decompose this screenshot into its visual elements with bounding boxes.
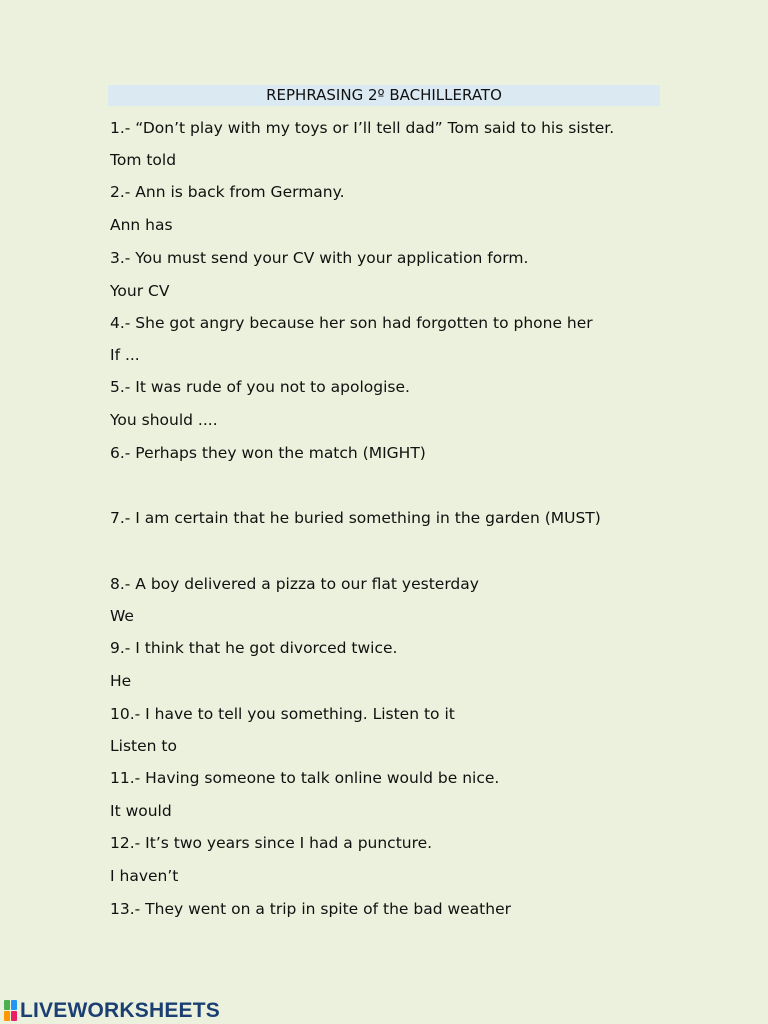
exercise-line: 11.- Having someone to talk online would be nice.: [110, 769, 500, 787]
exercise-line: 12.- It’s two years since I had a puncture.: [110, 834, 433, 852]
exercise-line: 13.- They went on a trip in spite of the bad weather: [110, 900, 511, 918]
exercise-line: 7.- I am certain that he buried something in the garden (MUST): [110, 509, 601, 527]
exercise-line: 4.- She got angry because her son had forgotten to phone her: [110, 314, 593, 332]
answer-line: I haven’t: [110, 867, 179, 885]
answer-line: We: [110, 607, 134, 625]
page-title: REPHRASING 2º BACHILLERATO: [266, 86, 502, 104]
exercise-line: 9.- I think that he got divorced twice.: [110, 639, 398, 657]
answer-line: Ann has: [110, 216, 173, 234]
title-banner: [108, 85, 660, 106]
answer-line: It would: [110, 802, 172, 820]
answer-line: Your CV: [110, 282, 170, 300]
exercise-line: 5.- It was rude of you not to apologise.: [110, 378, 410, 396]
answer-line: Tom told: [110, 151, 177, 169]
exercise-line: 8.- A boy delivered a pizza to our flat yesterday: [110, 575, 479, 593]
answer-line: If ...: [110, 346, 140, 364]
exercise-line: 3.- You must send your CV with your application form.: [110, 249, 529, 267]
exercise-line: 6.- Perhaps they won the match (MIGHT): [110, 444, 426, 462]
exercise-line: 1.- “Don’t play with my toys or I’ll tell dad” Tom said to his sister.: [110, 119, 615, 137]
answer-line: Listen to: [110, 737, 177, 755]
exercise-line: 10.- I have to tell you something. Listen to it: [110, 705, 455, 723]
liveworksheets-logo: [4, 999, 220, 1023]
liveworksheets-icon: [4, 1000, 18, 1022]
brand-name: LIVEWORKSHEETS: [20, 999, 220, 1022]
answer-line: You should ....: [110, 411, 218, 429]
exercise-line: 2.- Ann is back from Germany.: [110, 183, 345, 201]
answer-line: He: [110, 672, 132, 690]
